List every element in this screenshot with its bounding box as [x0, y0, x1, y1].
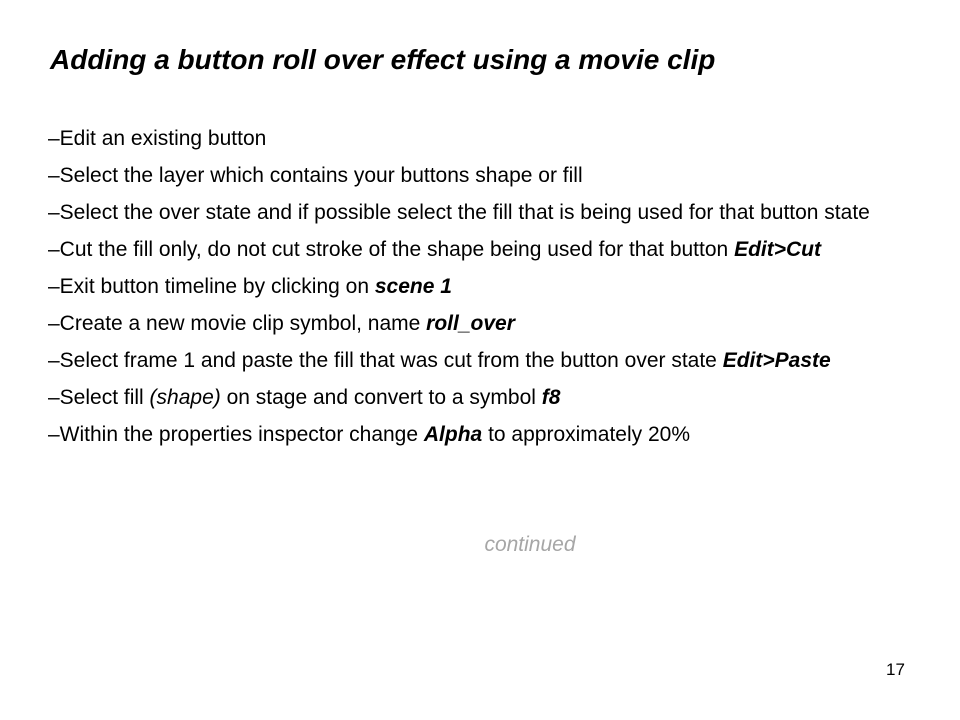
slide-title: Adding a button roll over effect using a movie clip	[50, 44, 716, 75]
bullet-text: –Select the layer which contains your buttons shape or fill	[48, 164, 583, 187]
bullet-list	[48, 128, 924, 461]
bullet-emphasis: Edit>Cut	[734, 238, 821, 261]
page-number: 17	[886, 660, 905, 679]
bullet-emphasis: roll_over	[426, 312, 515, 335]
continued-label: continued	[484, 533, 576, 556]
bullet-text: –Within the properties inspector change	[48, 423, 424, 446]
bullet-text: –Create a new movie clip symbol, name	[48, 312, 427, 335]
bullet-emphasis: Edit>Paste	[722, 349, 831, 372]
bullet-text: –Select fill	[48, 386, 150, 409]
bullet-item	[48, 165, 924, 187]
bullet-emphasis: scene 1	[374, 275, 452, 298]
bullet-emphasis: Alpha	[423, 423, 483, 446]
bullet-text: –Select frame 1 and paste the fill that was cut from the button over state	[48, 349, 723, 372]
bullet-item	[48, 128, 924, 150]
bullet-item	[48, 387, 924, 409]
bullet-text: –Exit button timeline by clicking on	[48, 275, 375, 298]
bullet-item	[48, 350, 924, 372]
bullet-text: –Select the over state and if possible select the fill that is being used for that button state	[48, 201, 870, 224]
bullet-text: to approximately 20%	[482, 423, 691, 446]
bullet-text: –Cut the fill only, do not cut stroke of the shape being used for that button	[48, 238, 735, 261]
bullet-item	[48, 313, 924, 335]
bullet-item	[48, 239, 924, 261]
bullet-item	[48, 424, 924, 446]
bullet-text: on stage and convert to a symbol	[220, 386, 542, 409]
bullet-emphasis: f8	[541, 386, 561, 409]
bullet-italic: (shape)	[149, 386, 221, 409]
bullet-text: –Edit an existing button	[48, 127, 267, 150]
bullet-item	[48, 276, 924, 298]
bullet-item	[48, 202, 924, 224]
